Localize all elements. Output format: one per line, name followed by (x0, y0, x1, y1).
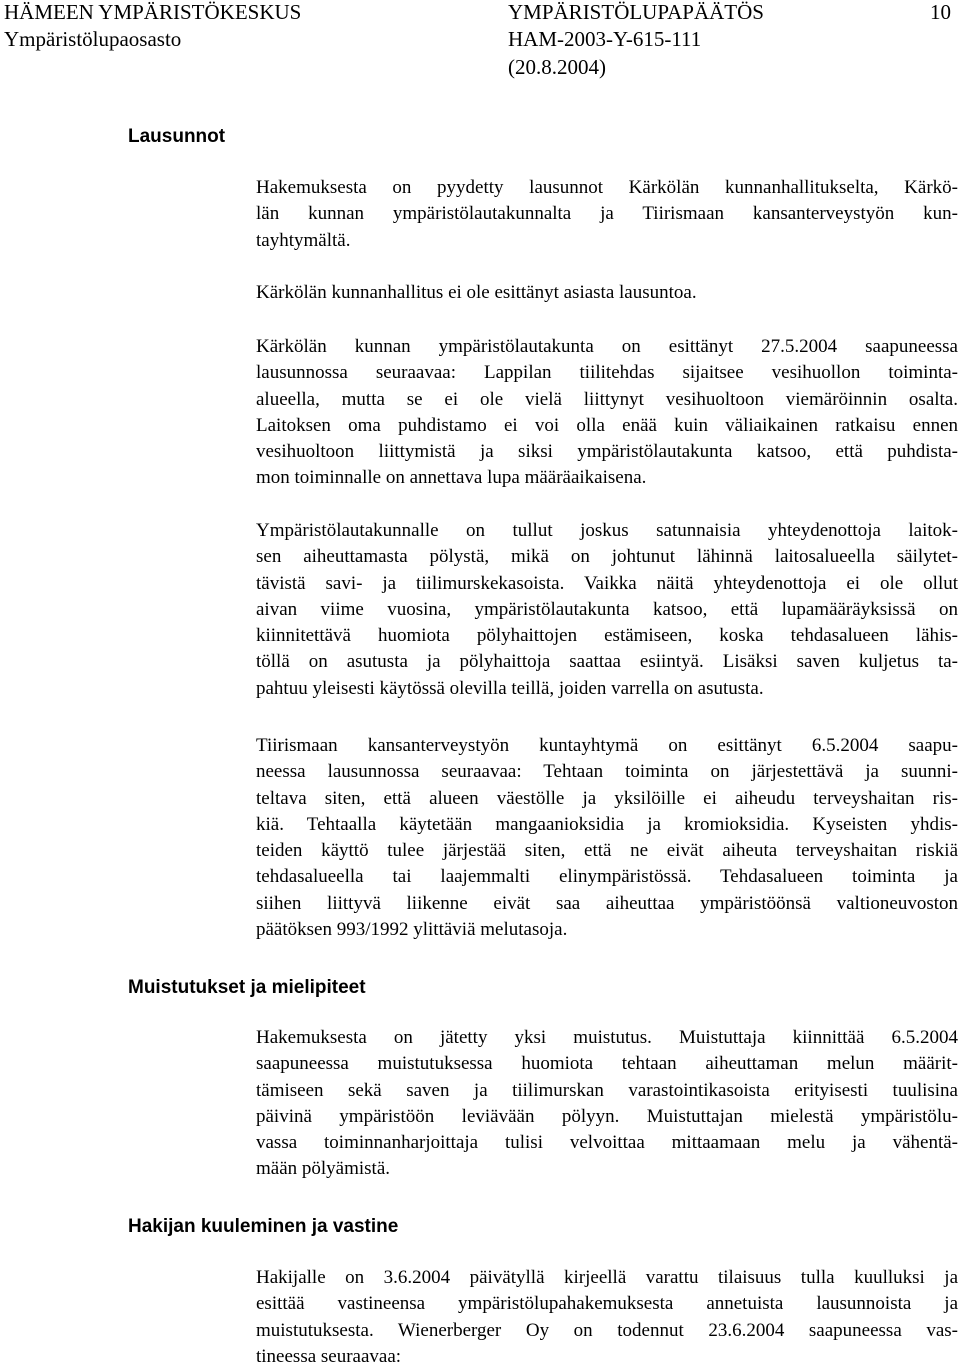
paragraph-line: neessa lausunnossa seuraavaa: Tehtaan toiminta on järjestettävä ja suunni- (256, 761, 958, 783)
paragraph-line: tayhtymältä. (256, 229, 351, 251)
paragraph-line: tehdasalueella tai laajemmalti elinympäristössä. Tehdasalueen toiminta ja (256, 866, 958, 888)
paragraph-line: päivinä ympäristöön leviävään pölyyn. Muistuttajan mielestä ympäristölu- (256, 1105, 958, 1127)
paragraph-line: päätöksen 993/1992 ylittäviä melutasoja. (256, 919, 568, 941)
paragraph-line: alueella, mutta se ei ole vielä liittynyt vesihuoltoon viemäröinnin osalta. (256, 388, 958, 410)
paragraph-line: kiinnitettävä huomiota pölyhaittojen estämiseen, koska tehdasalueen lähis- (256, 625, 958, 647)
paragraph-line: siihen liittyvä liikenne eivät saa aiheuttaa ympäristöönsä valtioneuvoston (256, 892, 958, 914)
paragraph-line: sen aiheuttamasta pölystä, mikä on johtunut lähinnä laitosalueella säilytet- (256, 546, 958, 568)
paragraph-line: mään pölyämistä. (256, 1158, 391, 1180)
paragraph-line: aivan viime vuosina, ympäristölautakunta katsoo, että lupamääräyksissä on (256, 598, 958, 620)
paragraph-4 (256, 518, 958, 702)
header-page-number: 10 (930, 0, 951, 24)
section-heading-kuuleminen: Hakijan kuuleminen ja vastine (128, 1216, 399, 1237)
paragraph-line: Kärkölän kunnanhallitus ei ole esittänyt asiasta lausuntoa. (256, 282, 697, 303)
header-organization: HÄMEEN YMPÄRISTÖKESKUS (4, 0, 302, 24)
paragraph-line: tineessa seuraavaa: (256, 1345, 402, 1367)
paragraph-line: teltava siten, että alueen väestölle ja yksilöille ei aiheudu terveyshaitan ris- (256, 787, 958, 809)
paragraph-line: teiden käyttö tulee järjestää siten, että ne eivät aiheuta terveyshaitan riskiä (256, 840, 958, 862)
paragraph-2 (256, 280, 958, 306)
paragraph-line: esittää vastineensa ympäristölupahakemuksesta annetuista lausunnoista ja (256, 1293, 958, 1315)
paragraph-3 (256, 334, 958, 492)
paragraph-line: tävistä savi- ja tiilimurskekasoista. Vaikka näitä yhteydenottoja ei ole ollut (256, 572, 958, 594)
paragraph-line: lausunnossa seuraavaa: Lappilan tiilitehdas sijaitsee vesihuollon toiminta- (256, 362, 958, 384)
paragraph-line: vassa toiminnanharjoittaja tulisi velvoittaa mittaamaan melu ja vähentä- (256, 1132, 958, 1154)
paragraph-1 (256, 175, 958, 254)
paragraph-line: saapuneessa muistutuksessa huomiota tehtaan aiheuttaman melun määrit- (256, 1053, 958, 1075)
section-heading-lausunnot: Lausunnot (128, 126, 226, 147)
paragraph-7 (256, 1265, 958, 1370)
paragraph-line: Hakijalle on 3.6.2004 päivätyllä kirjeellä varattu tilaisuus tulla kuulluksi ja (256, 1267, 958, 1288)
paragraph-6 (256, 1025, 958, 1183)
paragraph-line: muistutuksesta. Wienerberger Oy on todennut 23.6.2004 saapuneessa vas- (256, 1319, 958, 1341)
paragraph-line: pahtuu yleisesti käytössä olevilla teillä, joiden varrella on asutusta. (256, 677, 764, 699)
paragraph-line: Hakemuksesta on jätetty yksi muistutus. Muistuttaja kiinnittää 6.5.2004 (256, 1027, 958, 1048)
paragraph-5 (256, 733, 958, 943)
paragraph-line: Kärkölän kunnan ympäristölautakunta on esittänyt 27.5.2004 saapuneessa (256, 336, 958, 357)
paragraph-line: Ympäristölautakunnalle on tullut joskus satunnaisia yhteydenottoja laitok- (256, 520, 958, 541)
header-document-type: YMPÄRISTÖLUPAPÄÄTÖS (508, 0, 764, 24)
paragraph-line: töllä on asutusta ja pölyhaittoja saattaa esiintyä. Lisäksi saven kuljetus ta- (256, 651, 958, 673)
paragraph-line: Tiirismaan kansanterveystyön kuntayhtymä on esittänyt 6.5.2004 saapu- (256, 735, 958, 756)
paragraph-line: kiä. Tehtaalla käytetään mangaanioksidia ja kromioksidia. Kyseisten yhdis- (256, 813, 958, 835)
section-heading-muistutukset: Muistutukset ja mielipiteet (128, 977, 366, 998)
header-unit: Ympäristölupaosasto (4, 27, 182, 51)
header-document-date: (20.8.2004) (508, 55, 606, 79)
paragraph-line: Hakemuksesta on pyydetty lausunnot Kärkölän kunnanhallitukselta, Kärkö- (256, 177, 958, 198)
header-document-number: HAM-2003-Y-615-111 (508, 27, 702, 51)
paragraph-line: mon toiminnalle on annettava lupa määräaikaisena. (256, 467, 647, 489)
paragraph-line: län kunnan ympäristölautakunnalta ja Tiirismaan kansanterveystyön kun- (256, 203, 958, 225)
paragraph-line: tämiseen sekä saven ja tiilimurskan varastointikasoista erityisesti tuulisina (256, 1079, 958, 1101)
paragraph-line: vesihuoltoon liittymistä ja siksi ympäristölautakunta katsoo, että puhdista- (256, 441, 958, 463)
paragraph-line: Laitoksen oma puhdistamo ei voi olla enää kuin väliaikainen ratkaisu ennen (256, 414, 958, 436)
